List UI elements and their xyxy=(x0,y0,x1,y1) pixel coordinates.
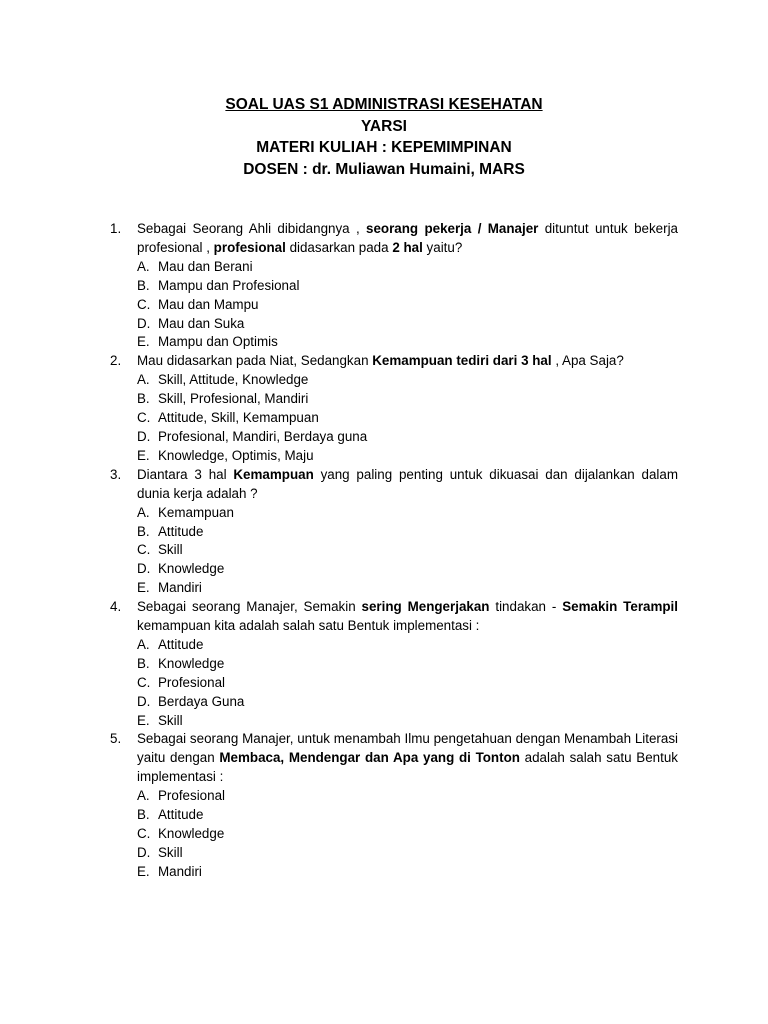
option-a xyxy=(137,636,678,655)
question-text-part: Sebagai Seorang Ahli dibidangnya , xyxy=(137,221,367,236)
option-letter: C. xyxy=(137,410,151,426)
question-text-part: adalah salah satu Bentuk implementasi : xyxy=(137,750,678,785)
option-b xyxy=(137,806,678,825)
question-text-emphasis: Membaca, Mendengar dan Apa yang di Tonton xyxy=(219,750,520,766)
option-letter: C. xyxy=(137,674,151,690)
option-text: Attitude, Skill, Kemampuan xyxy=(158,410,319,426)
option-text: Kemampuan xyxy=(158,504,234,520)
option-letter: A. xyxy=(137,788,150,804)
question-text-emphasis: Kemampuan xyxy=(233,466,314,482)
question-text-part: dituntut untuk bekerja profesional , xyxy=(137,221,679,255)
option-text: Attitude xyxy=(158,807,204,823)
option-e xyxy=(137,863,678,882)
option-d xyxy=(137,428,678,447)
option-text: Attitude xyxy=(158,523,204,539)
course-subject: MATERI KULIAH : KEPEMIMPINAN xyxy=(256,139,512,156)
option-letter: A. xyxy=(137,504,150,520)
option-letter: C. xyxy=(137,296,151,312)
option-text: Mampu dan Optimis xyxy=(158,334,278,350)
option-text: Mandiri xyxy=(158,580,202,596)
question-2 xyxy=(110,352,678,465)
option-e xyxy=(137,333,678,352)
option-text: Skill, Attitude, Knowledge xyxy=(158,372,309,388)
option-text: Profesional xyxy=(158,674,225,690)
option-letter: E. xyxy=(137,712,150,728)
question-text-emphasis: 2 hal xyxy=(392,239,423,255)
question-number: 1. xyxy=(110,221,122,236)
option-letter: B. xyxy=(137,655,150,671)
question-text-part: Diantara 3 hal xyxy=(137,466,234,482)
option-c xyxy=(137,409,678,428)
question-text-part: Mau didasarkan pada Niat, Sedangkan xyxy=(137,353,373,369)
option-e xyxy=(137,579,678,598)
question-text xyxy=(137,220,678,258)
option-letter: E. xyxy=(137,580,150,596)
option-text: Skill, Profesional, Mandiri xyxy=(158,391,309,407)
option-c xyxy=(137,825,678,844)
question-text xyxy=(137,466,678,504)
option-text: Mau dan Suka xyxy=(158,315,245,331)
option-text: Berdaya Guna xyxy=(158,693,245,709)
question-5 xyxy=(110,730,678,881)
option-text: Profesional xyxy=(158,788,225,804)
option-d xyxy=(137,844,678,863)
option-a xyxy=(137,504,678,523)
option-letter: B. xyxy=(137,807,150,823)
option-text: Mampu dan Profesional xyxy=(158,277,300,293)
question-4 xyxy=(110,598,678,730)
option-e xyxy=(137,447,678,466)
question-list xyxy=(110,220,678,882)
option-letter: A. xyxy=(137,258,150,274)
option-letter: B. xyxy=(137,523,150,539)
question-text-part: Sebagai seorang Manajer, untuk menambah Ilmu pengetahuan dengan Menambah Literasi yaitu dengan xyxy=(137,731,678,766)
question-text-emphasis: Kemampuan tediri dari 3 hal xyxy=(372,353,552,369)
option-text: Mau dan Mampu xyxy=(158,296,259,312)
option-letter: D. xyxy=(137,428,151,444)
document-header xyxy=(0,94,768,180)
institution-name: YARSI xyxy=(361,117,407,135)
question-number: 5. xyxy=(110,731,122,747)
option-c xyxy=(137,541,678,560)
option-a xyxy=(137,371,678,390)
question-text-emphasis: Semakin Terampil xyxy=(562,599,678,615)
option-text: Skill xyxy=(158,712,183,728)
option-text: Skill xyxy=(158,542,183,558)
question-text-part: yang paling penting untuk dikuasai dan dijalankan dalam dunia kerja adalah ? xyxy=(137,466,679,501)
option-letter: B. xyxy=(137,391,150,407)
option-letter: A. xyxy=(137,372,150,388)
question-text xyxy=(137,352,678,371)
exam-title: SOAL UAS S1 ADMINISTRASI KESEHATAN xyxy=(225,96,543,113)
option-a xyxy=(137,787,678,806)
option-c xyxy=(137,296,678,315)
option-letter: D. xyxy=(137,693,151,709)
option-text: Skill xyxy=(158,844,183,860)
option-text: Mandiri xyxy=(158,863,202,879)
option-letter: D. xyxy=(137,561,151,577)
option-letter: B. xyxy=(137,277,150,293)
question-number: 4. xyxy=(110,599,122,615)
option-letter: D. xyxy=(137,844,151,860)
question-text xyxy=(137,598,678,636)
question-text-part: kemampuan kita adalah salah satu Bentuk implementasi : xyxy=(137,618,480,634)
option-text: Mau dan Berani xyxy=(158,258,253,274)
question-3 xyxy=(110,466,678,598)
question-text-part: didasarkan pada xyxy=(285,239,393,255)
option-letter: D. xyxy=(137,315,151,331)
option-letter: E. xyxy=(137,447,150,463)
question-text-emphasis: profesional xyxy=(213,239,286,255)
lecturer-name: DOSEN : dr. Muliawan Humaini, MARS xyxy=(243,160,525,178)
option-d xyxy=(137,560,678,579)
option-c xyxy=(137,674,678,693)
option-d xyxy=(137,693,678,712)
option-b xyxy=(137,277,678,296)
option-letter: C. xyxy=(137,542,151,558)
option-letter: C. xyxy=(137,826,151,841)
question-1 xyxy=(110,220,678,352)
option-text: Knowledge xyxy=(158,561,225,577)
option-text: Knowledge xyxy=(158,826,225,841)
option-letter: A. xyxy=(137,636,150,652)
option-text: Knowledge xyxy=(158,655,225,671)
option-letter: E. xyxy=(137,334,150,350)
question-text-part: , Apa Saja? xyxy=(551,353,624,369)
question-text-part: tindakan - xyxy=(489,599,563,615)
option-text: Attitude xyxy=(158,636,204,652)
option-b xyxy=(137,390,678,409)
option-a xyxy=(137,258,678,277)
question-text-emphasis: seorang pekerja / Manajer xyxy=(366,221,539,236)
option-b xyxy=(137,523,678,542)
question-text-part: Sebagai seorang Manajer, Semakin xyxy=(137,599,362,615)
option-b xyxy=(137,655,678,674)
question-text xyxy=(137,730,678,787)
option-letter: E. xyxy=(137,863,150,879)
option-d xyxy=(137,315,678,334)
question-number: 2. xyxy=(110,353,122,369)
question-text-part: yaitu? xyxy=(422,239,463,255)
option-e xyxy=(137,712,678,731)
question-text-emphasis: sering Mengerjakan xyxy=(361,599,490,615)
option-text: Profesional, Mandiri, Berdaya guna xyxy=(158,428,368,444)
option-text: Knowledge, Optimis, Maju xyxy=(158,447,314,463)
question-number: 3. xyxy=(110,466,122,482)
